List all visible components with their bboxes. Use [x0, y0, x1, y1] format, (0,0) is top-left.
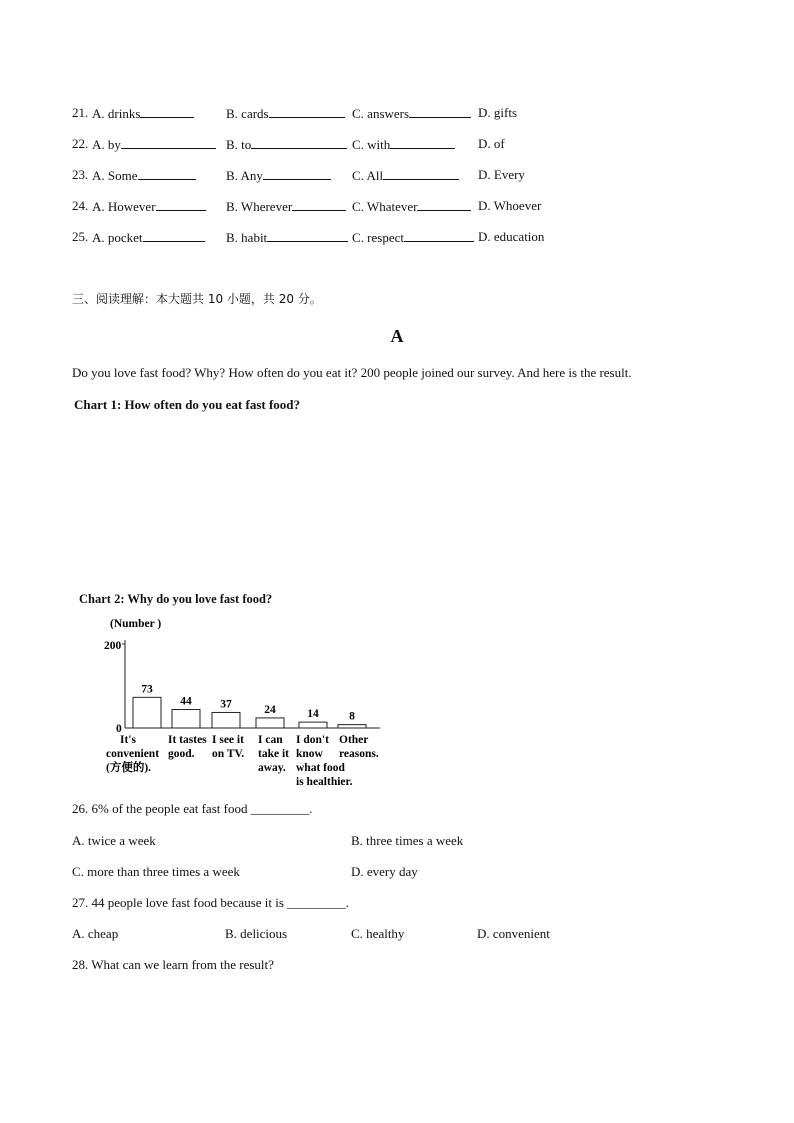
- option-text: D. Whoever: [478, 198, 542, 213]
- bar-category-label-0-0: It's: [120, 734, 136, 746]
- q27-option-c[interactable]: C. healthy: [351, 926, 405, 941]
- bar-category-label-5-0: Other: [339, 734, 369, 746]
- option-text: D. of: [478, 136, 505, 151]
- option-text: C. Whatever: [352, 199, 418, 214]
- bar-category-label-4-2: what food: [296, 762, 345, 774]
- blank-line: [404, 229, 474, 242]
- q26-option-c[interactable]: C. more than three times a week: [72, 864, 240, 879]
- bar-4: [299, 722, 327, 728]
- q26-stem: 26. 6% of the people eat fast food _________.: [72, 801, 313, 816]
- option-text: C. answers: [352, 106, 410, 121]
- bar-category-label-2-1: on TV.: [212, 748, 245, 760]
- bar-value-label-3: 24: [264, 703, 276, 716]
- option-text: A. pocket: [92, 230, 143, 245]
- cloze-question-24: [72, 198, 592, 216]
- blank-line: [121, 136, 216, 149]
- bar-value-label-0: 73: [141, 683, 153, 696]
- option-d[interactable]: [478, 229, 544, 245]
- blank-line: [383, 167, 459, 180]
- option-b[interactable]: [226, 105, 345, 122]
- bar-3: [256, 718, 284, 728]
- option-text: B. cards: [226, 106, 269, 121]
- option-text: B. to: [226, 137, 252, 152]
- q26-option-d[interactable]: D. every day: [351, 864, 418, 879]
- blank-line: [390, 136, 455, 149]
- q26-option-b[interactable]: B. three times a week: [351, 833, 464, 848]
- option-a[interactable]: [92, 167, 196, 184]
- bar-category-label-4-0: I don't: [296, 734, 329, 746]
- option-c[interactable]: [352, 105, 471, 122]
- bar-1: [172, 710, 200, 728]
- blank-line: [267, 229, 348, 242]
- option-c[interactable]: [352, 198, 471, 215]
- bar-value-label-1: 44: [180, 695, 192, 708]
- question-number: 22.: [72, 136, 89, 151]
- q27-option-b[interactable]: B. delicious: [225, 926, 288, 941]
- option-text: C. with: [352, 137, 391, 152]
- cloze-question-21: [72, 105, 592, 123]
- bar-value-label-5: 8: [349, 710, 355, 723]
- bar-chart: [0, 610, 420, 795]
- bar-value-label-2: 37: [220, 698, 232, 711]
- q27-option-d[interactable]: D. convenient: [477, 926, 550, 941]
- bar-category-label-4-3: is healthier.: [296, 776, 353, 788]
- bar-2: [212, 712, 240, 728]
- bar-category-label-3-0: I can: [258, 734, 283, 746]
- option-a[interactable]: [92, 136, 216, 153]
- bar-category-label-5-1: reasons.: [339, 748, 379, 760]
- cloze-question-22: [72, 136, 592, 154]
- blank-line: [138, 167, 196, 180]
- cloze-question-23: [72, 167, 592, 185]
- option-a[interactable]: [92, 198, 206, 215]
- question-number: 25.: [72, 229, 89, 244]
- cloze-question-25: [72, 229, 592, 247]
- passage-heading: A: [390, 326, 404, 346]
- option-c[interactable]: [352, 229, 474, 246]
- option-text: A. However: [92, 199, 156, 214]
- blank-line: [292, 198, 346, 211]
- bar-category-label-1-1: good.: [168, 748, 195, 760]
- bar-0: [133, 697, 161, 728]
- pie-chart-title: Chart 1: How often do you eat fast food?: [74, 397, 301, 412]
- option-d[interactable]: [478, 105, 517, 121]
- option-a[interactable]: [92, 229, 205, 246]
- intro-text: Do you love fast food? Why? How often do you eat it? 200 people joined our survey. And here is the result.: [72, 365, 632, 380]
- option-b[interactable]: [226, 167, 331, 184]
- blank-line: [417, 198, 471, 211]
- section-title: 三、阅读理解：本大题共 10 小题，共 20 分。: [72, 292, 322, 306]
- option-text: A. by: [92, 137, 121, 152]
- blank-line: [409, 105, 471, 118]
- blank-line: [140, 105, 194, 118]
- q27-option-a[interactable]: A. cheap: [72, 926, 119, 941]
- option-text: D. education: [478, 229, 545, 244]
- bar-category-label-1-0: It tastes: [168, 734, 207, 746]
- q27-stem: 27. 44 people love fast food because it is _________.: [72, 895, 349, 910]
- bar-5: [338, 725, 366, 728]
- bar-category-label-2-0: I see it: [212, 734, 244, 746]
- bar-category-label-3-1: take it: [258, 748, 289, 760]
- bar-category-label-0-1: convenient: [106, 748, 160, 760]
- option-d[interactable]: [478, 198, 541, 214]
- q28-stem: 28. What can we learn from the result?: [72, 957, 274, 972]
- bar-category-label-3-2: away.: [258, 762, 286, 774]
- option-d[interactable]: [478, 167, 525, 183]
- option-text: B. habit: [226, 230, 268, 245]
- option-text: D. Every: [478, 167, 525, 182]
- option-b[interactable]: [226, 198, 346, 215]
- option-b[interactable]: [226, 136, 347, 153]
- bar-value-label-4: 14: [307, 708, 319, 721]
- bar-category-label-4-1: know: [296, 748, 323, 760]
- blank-line: [269, 105, 345, 118]
- option-text: B. Any: [226, 168, 263, 183]
- option-d[interactable]: [478, 136, 505, 152]
- option-text: D. gifts: [478, 105, 517, 120]
- question-number: 23.: [72, 167, 89, 182]
- question-number: 21.: [72, 105, 89, 120]
- blank-line: [251, 136, 347, 149]
- option-text: A. drinks: [92, 106, 141, 121]
- blank-line: [143, 229, 205, 242]
- blank-line: [263, 167, 331, 180]
- blank-line: [156, 198, 206, 211]
- option-text: C. All: [352, 168, 384, 183]
- bar-y-tick-200: 200: [104, 640, 122, 652]
- q26-option-a[interactable]: A. twice a week: [72, 833, 156, 848]
- option-c[interactable]: [352, 136, 455, 153]
- option-c[interactable]: [352, 167, 459, 184]
- option-text: C. respect: [352, 230, 404, 245]
- option-text: A. Some: [92, 168, 138, 183]
- bar-y-tick-0: 0: [116, 723, 122, 735]
- bar-chart-title: Chart 2: Why do you love fast food?: [79, 592, 273, 606]
- pie-chart: [0, 410, 420, 560]
- option-b[interactable]: [226, 229, 348, 246]
- option-text: B. Wherever: [226, 199, 293, 214]
- option-a[interactable]: [92, 105, 194, 122]
- bar-y-axis-label: (Number ): [110, 618, 162, 630]
- question-number: 24.: [72, 198, 89, 213]
- bar-category-label-0-2: (方便的).: [106, 762, 152, 774]
